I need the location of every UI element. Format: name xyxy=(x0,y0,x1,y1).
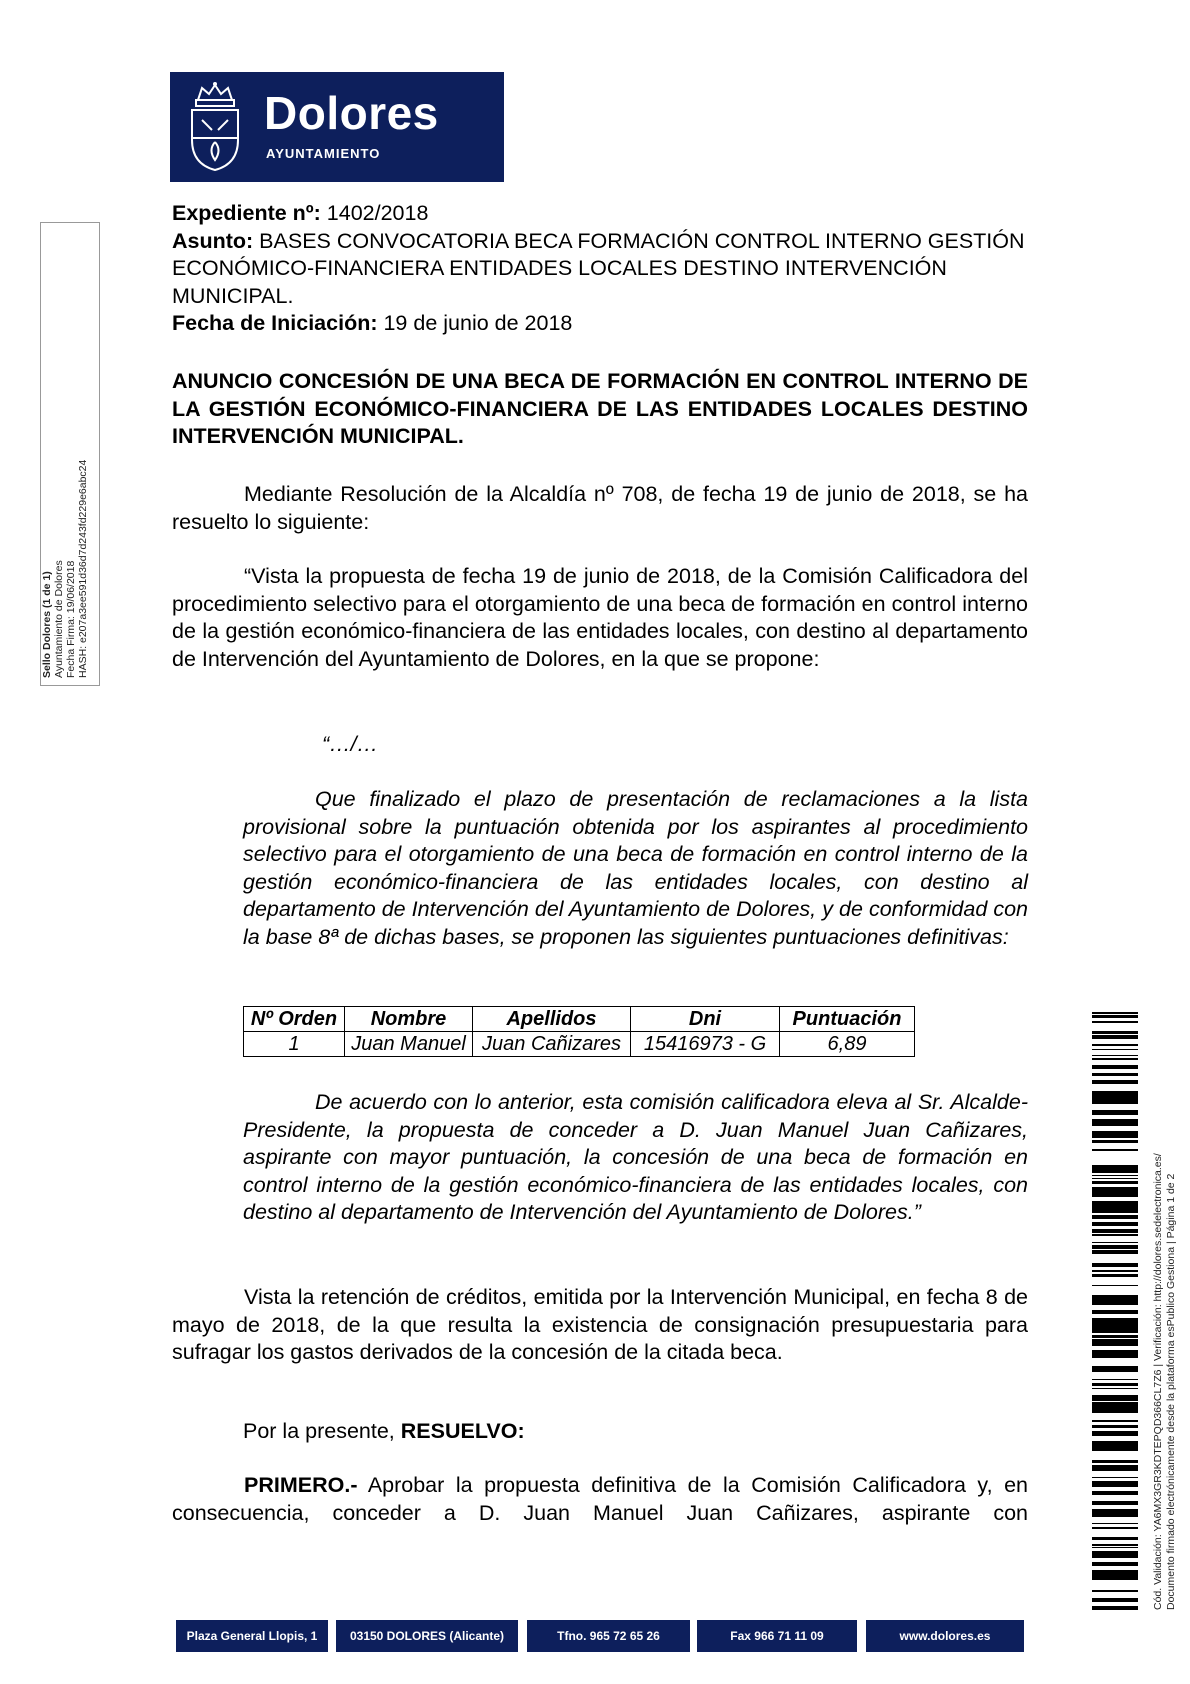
table-header: Nº Orden xyxy=(244,1007,345,1032)
logo-brand: Dolores xyxy=(264,87,439,139)
footer-web: www.dolores.es xyxy=(866,1620,1024,1652)
asunto-label: Asunto: xyxy=(172,228,254,253)
expediente-value: 1402/2018 xyxy=(320,201,429,225)
stamp-line: Sello Dolores (1 de 1) xyxy=(41,571,53,678)
footer-city: 03150 DOLORES (Alicante) xyxy=(336,1620,518,1652)
expediente-label: Expediente nº: xyxy=(172,201,321,225)
dolores-logo xyxy=(170,72,504,182)
paragraph-resuelvo xyxy=(243,1418,525,1446)
coat-of-arms-icon xyxy=(184,80,246,174)
ellipsis-text: “…/… xyxy=(322,732,379,756)
asunto-value: BASES CONVOCATORIA BECA FORMACIÓN CONTROL INTERNO GESTIÓN ECONÓMICO-FINANCIERA ENTIDADES LOCALES DESTINO INTERVENCIÓN MUNICIPAL. xyxy=(172,228,1025,308)
verification-line: Documento firmado electrónicamente desde la plataforma esPublico Gestiona | Página 1 de 2 xyxy=(1165,1173,1177,1610)
fecha-value: 19 de junio de 2018 xyxy=(377,311,573,335)
table-header: Apellidos xyxy=(473,1007,631,1032)
primero-label: PRIMERO.- xyxy=(244,1473,358,1497)
resuelvo-prefix: Por la presente, xyxy=(243,1419,401,1443)
announcement-title: ANUNCIO CONCESIÓN DE UNA BECA DE FORMACIÓN EN CONTROL INTERNO DE LA GESTIÓN ECONÓMICO-FINANCIERA DE LAS ENTIDADES LOCALES DESTINO INTERVENCIÓN MUNICIPAL. xyxy=(172,369,1028,448)
footer-phone: Tfno. 965 72 65 26 xyxy=(527,1620,690,1652)
table-cell: Juan Cañizares xyxy=(473,1032,631,1057)
signature-stamp xyxy=(40,222,100,686)
stamp-line: Fecha Firma: 19/06/2018 xyxy=(65,560,77,678)
verification-line: Cód. Validación: YA6MX3GR3KDTEPQD366CL7Z6 | Verificación: http://dolores.sedelectronica.es/ xyxy=(1152,1153,1164,1610)
table-header: Nombre xyxy=(345,1007,473,1032)
verification-code xyxy=(1152,1012,1180,1610)
paragraph-primero xyxy=(172,1472,1028,1527)
paragraph-resolution: Mediante Resolución de la Alcaldía nº 708, de fecha 19 de junio de 2018, se ha resuelto lo siguiente: xyxy=(172,482,1028,534)
quote-paragraph-2: De acuerdo con lo anterior, esta comisión calificadora eleva al Sr. Alcalde-Presidente, la propuesta de conceder a D. Juan Manuel Juan Cañizares, aspirante con mayor puntuación, la concesión de una beca de formación en control interno de la gestión económico-financiera de las entidades locales, con destino al departamento de Intervención del Ayuntamiento de Dolores.” xyxy=(243,1090,1028,1224)
table-header: Puntuación xyxy=(780,1007,915,1032)
barcode-icon xyxy=(1092,1012,1138,1610)
paragraph-credit-retention: Vista la retención de créditos, emitida por la Intervención Municipal, en fecha 8 de mayo de 2018, de la que resulta la existencia de consignación presupuestaria para sufragar los gastos derivados de la concesión de la citada beca. xyxy=(172,1285,1028,1364)
file-metadata xyxy=(172,200,1032,338)
table-cell: Juan Manuel xyxy=(345,1032,473,1057)
fecha-label: Fecha de Iniciación: xyxy=(172,311,378,335)
paragraph-proposal: “Vista la propuesta de fecha 19 de junio de 2018, de la Comisión Calificadora del procedimiento selectivo para el otorgamiento de una beca de formación en control interno de la gestión económico-financiera de las entidades locales, con destino al departamento de Intervención del Ayuntamiento de Dolores, en la que se propone: xyxy=(172,564,1028,671)
scores-table xyxy=(243,1006,915,1057)
stamp-line: Ayuntamiento de Dolores xyxy=(53,560,65,678)
stamp-line: HASH: e207a3ee591d36d7d243fd229e6abc24 xyxy=(77,459,89,678)
table-cell: 1 xyxy=(244,1032,345,1057)
resuelvo-label: RESUELVO: xyxy=(400,1419,525,1443)
table-header: Dni xyxy=(631,1007,780,1032)
table-row xyxy=(244,1032,915,1057)
footer-address: Plaza General Llopis, 1 xyxy=(176,1620,328,1652)
table-cell: 15416973 - G xyxy=(631,1032,780,1057)
logo-subtitle: AYUNTAMIENTO xyxy=(266,146,381,161)
quote-paragraph-1: Que finalizado el plazo de presentación de reclamaciones a la lista provisional sobre la puntuación obtenida por los aspirantes al procedimiento selectivo para el otorgamiento de una beca de formación en control interno de la gestión económico-financiera de las entidades locales, con destino al departamento de Intervención del Ayuntamiento de Dolores, y de conformidad con la base 8ª de dichas bases, se proponen las siguientes puntuaciones definitivas: xyxy=(243,787,1028,949)
primero-text: Aprobar la propuesta definitiva de la Comisión Calificadora y, en consecuencia, conceder a D. Juan Manuel Juan Cañizares, aspirante con xyxy=(172,1473,1028,1525)
table-header-row xyxy=(244,1007,915,1032)
table-cell: 6,89 xyxy=(780,1032,915,1057)
footer-fax: Fax 966 71 11 09 xyxy=(697,1620,857,1652)
